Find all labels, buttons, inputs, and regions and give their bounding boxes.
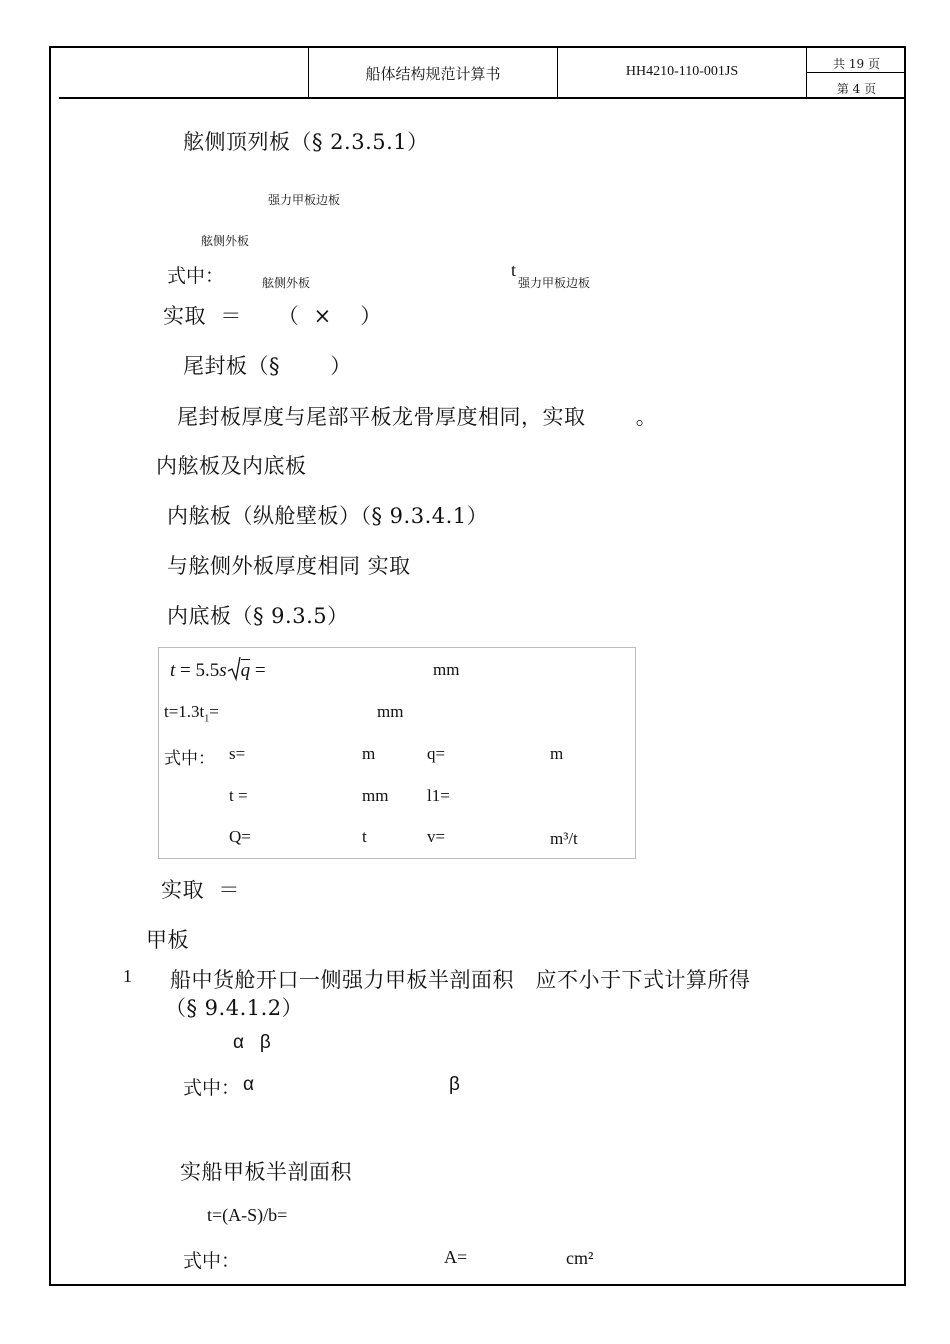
deck-rule-reference: （§ 9.4.1.2） (165, 996, 304, 1020)
section-deck: 甲板 (146, 928, 189, 952)
formula-thickness (170, 657, 266, 682)
section-inner-bottom: 内底板（§ 9.3.5） (167, 604, 349, 628)
beta-symbol: β (449, 1074, 460, 1095)
var-v: v= (427, 827, 446, 846)
var-l1: l1= (427, 786, 450, 805)
var-s-unit: m (362, 744, 376, 763)
formula-2-lhs: t=1.3t (164, 702, 205, 721)
formula-1-unit: mm (433, 660, 460, 679)
label-stringer-plate: 强力甲板边板 (268, 193, 341, 207)
formula-2-unit: mm (377, 702, 404, 721)
where-label-3: 式中： (183, 1077, 241, 1099)
section-inner-side: 内舷板（纵舱壁板）（§ 9.3.4.1） (167, 504, 489, 528)
formula-2 (164, 702, 219, 724)
formula-equals: = (250, 660, 266, 681)
sub-stringer-plate: 强力甲板边板 (518, 276, 591, 290)
var-q: q= (427, 744, 446, 763)
where-label-2: 式中： (164, 749, 215, 769)
thickness-formula: t=(A-S)/b= (207, 1205, 288, 1225)
var-A-unit: cm² (566, 1248, 594, 1268)
formula-t: t (170, 660, 176, 681)
section-transom: 尾封板（§ ） (183, 354, 352, 378)
where-label-4: 式中： (183, 1250, 241, 1272)
var-t1-unit: mm (362, 786, 389, 805)
where-label-1: 式中： (167, 265, 225, 287)
var-q-unit: m (550, 744, 564, 763)
transom-note: 尾封板厚度与尾部平板龙骨厚度相同，实取 。 (177, 405, 658, 429)
inner-side-note: 与舷侧外板厚度相同 实取 (167, 554, 411, 578)
page-number: 第 4 页 (836, 82, 877, 96)
formula-2-eq: = (209, 702, 219, 721)
label-side-shell: 舷侧外板 (201, 234, 250, 248)
formula-q: q (240, 660, 251, 681)
doc-title: 船体结构规范计算书 (365, 65, 501, 83)
sub-side-shell: 舷侧外板 (262, 276, 311, 290)
var-A: A= (444, 1247, 468, 1267)
var-t1: t = (229, 786, 248, 805)
var-s: s= (229, 744, 246, 763)
section-inner-side-bottom: 内舷板及内底板 (156, 454, 307, 478)
var-Q-unit: t (362, 827, 367, 846)
adopted-value-1: 实取 ＝ （ × ） (163, 304, 382, 328)
alpha-beta: α β (233, 1032, 271, 1053)
formula-s: s (219, 660, 227, 681)
header-bottom-rule (59, 97, 906, 99)
var-Q: Q= (229, 827, 251, 846)
var-v-unit: m³/t (550, 829, 578, 848)
doc-number: HH4210-110-001JS (625, 64, 739, 79)
section-sheerstrake: 舷侧顶列板（§ 2.3.5.1） (183, 130, 429, 154)
sqrt-icon (227, 657, 241, 681)
item-number-1: 1 (123, 966, 132, 986)
symbol-t: t (511, 260, 517, 280)
formula-coef: = 5.5 (175, 660, 220, 681)
actual-deck-area: 实船甲板半剖面积 (180, 1160, 352, 1184)
alpha-symbol: α (243, 1074, 254, 1095)
deck-area-requirement: 船中货舱开口一侧强力甲板半剖面积 应不小于下式计算所得 (170, 968, 751, 992)
formula-2-sub: 1 (204, 713, 210, 725)
adopted-value-2: 实取 ＝ (161, 878, 240, 902)
total-pages: 共 19 页 (833, 57, 880, 71)
header-page-split (806, 72, 906, 73)
